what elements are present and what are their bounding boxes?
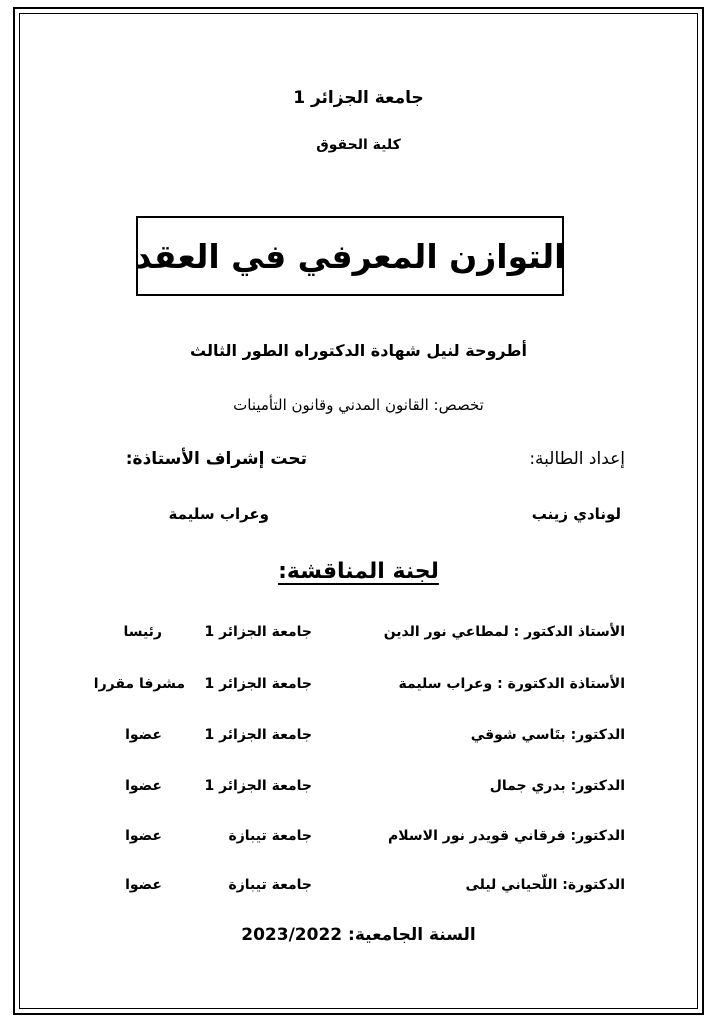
member-name: الدكتور: فرقاني قويدر نور الاسلام (388, 828, 625, 844)
member-name: الدكتور: بدري جمال (489, 778, 625, 794)
specialty-line: تخصص: القانون المدني وقانون التأمينات (233, 396, 484, 414)
supervisor-name: وعراب سليمة (168, 505, 269, 523)
thesis-title-box (136, 216, 564, 296)
member-role: عضوا (125, 877, 162, 893)
committee-heading: لجنة المناقشة: (278, 559, 439, 584)
member-role: مشرفا مقررا (93, 676, 185, 692)
academic-year (0, 925, 717, 945)
member-university: جامعة الجزائر 1 (204, 778, 312, 794)
supervisor-label: تحت إشراف الأستاذة: (125, 449, 307, 469)
member-name: الأستاذة الدكتورة : وعراب سليمة (398, 676, 625, 692)
academic-year-label: السنة الجامعية: (348, 925, 476, 945)
student-label: إعداد الطالبة: (529, 449, 625, 469)
degree-line: أطروحة لنيل شهادة الدكتوراه الطور الثالث (190, 341, 527, 360)
member-role: عضوا (125, 828, 162, 844)
member-university: جامعة الجزائر 1 (204, 676, 312, 692)
member-role: عضوا (125, 778, 162, 794)
member-name: الدكتور: بتَاسي شوقي (470, 727, 625, 743)
member-university: جامعة تيبازة (228, 877, 312, 893)
faculty-name: كلية الحقوق (316, 137, 401, 153)
member-university: جامعة الجزائر 1 (204, 727, 312, 743)
member-university: جامعة تيبازة (228, 828, 312, 844)
member-university: جامعة الجزائر 1 (204, 624, 312, 640)
member-name: الدكتورة: اللّحياني ليلى (465, 877, 625, 893)
thesis-title: التوازن المعرفي في العقد (134, 236, 566, 276)
student-name: لونادي زينب (531, 505, 621, 523)
member-role: عضوا (125, 727, 162, 743)
academic-year-value: 2023/2022 (241, 925, 343, 945)
member-role: رئيسا (123, 624, 162, 640)
member-name: الأستاذ الدكتور : لمطاعي نور الدين (383, 624, 625, 640)
university-name: جامعة الجزائر 1 (293, 88, 424, 108)
